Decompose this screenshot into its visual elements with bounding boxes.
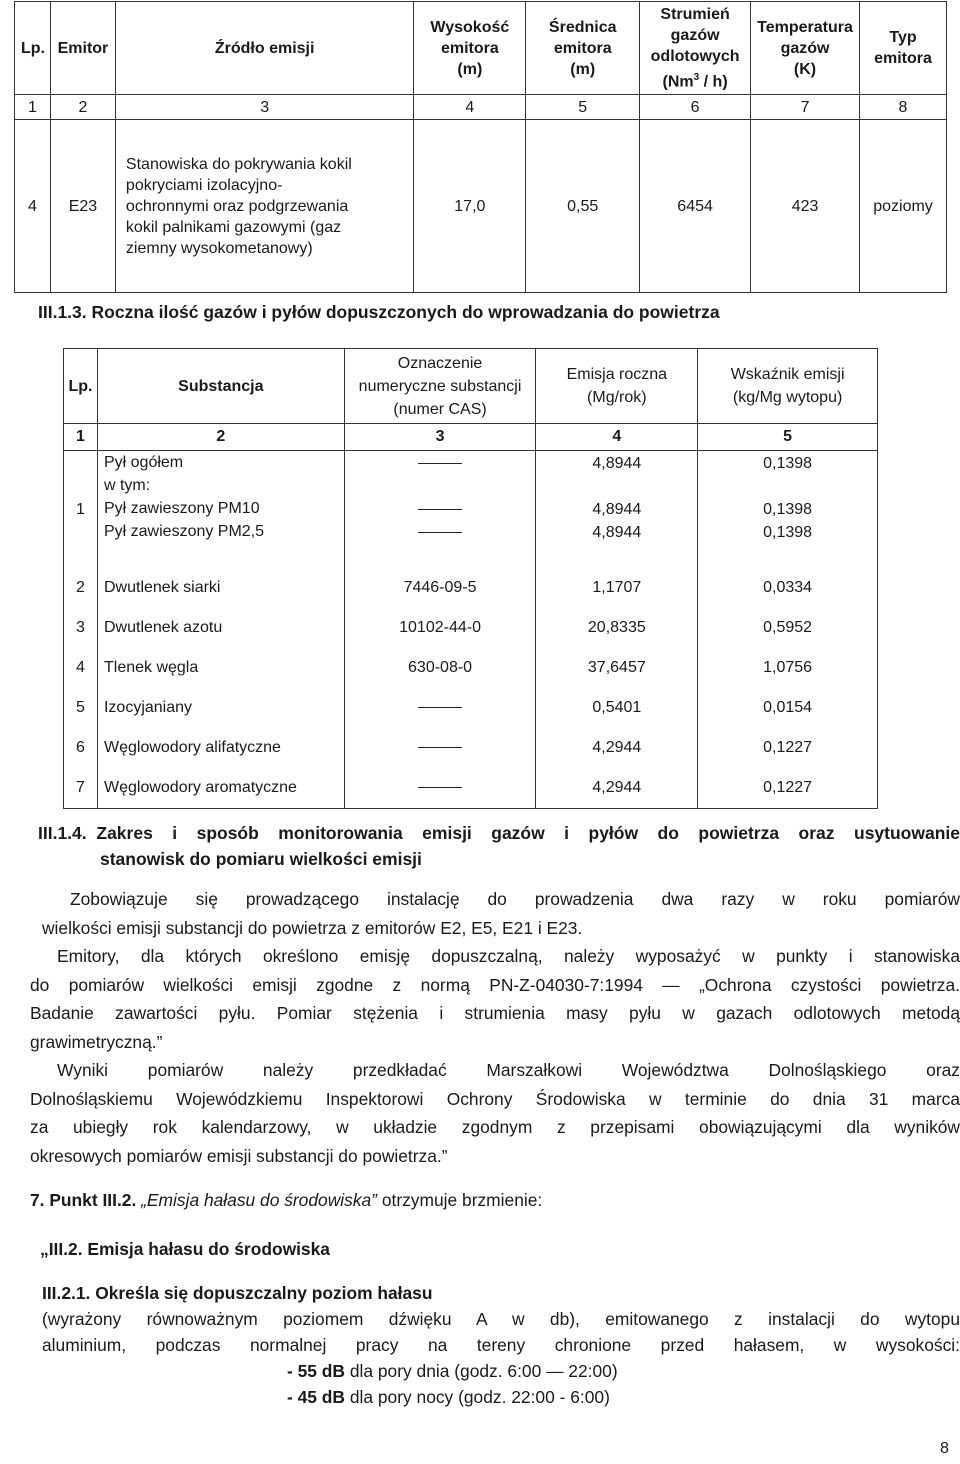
table-row <box>64 451 878 569</box>
row-emisja: 4,2944 <box>536 768 698 809</box>
col-number: 3 <box>344 424 536 451</box>
substances-table-numbers <box>64 424 878 451</box>
col-number: 1 <box>64 424 98 451</box>
page-number: 8 <box>940 1440 949 1457</box>
table-row <box>64 648 878 688</box>
substances-table <box>63 348 878 809</box>
col-number: 5 <box>526 95 640 120</box>
dash-mark <box>418 532 462 533</box>
col-number: 8 <box>860 95 947 120</box>
row-wskaznik: 0,1398 0,1398 0,1398 <box>698 451 878 569</box>
row-temperatura: 423 <box>751 120 860 293</box>
row-emisja: 0,5401 <box>536 688 698 728</box>
col-number: 6 <box>640 95 751 120</box>
section-heading-halas: „III.2. Emisja hałasu do środowiska <box>40 1239 330 1259</box>
row-cas: 10102-44-0 <box>344 608 536 648</box>
row-cas <box>344 768 536 809</box>
table-row <box>64 728 878 768</box>
col-number: 3 <box>115 95 413 120</box>
header-wysokosc: Wysokość emitora (m) <box>414 2 526 95</box>
emitter-table-numbers <box>15 95 947 120</box>
section-heading-monitoring: III.1.4. Zakres i sposób monitorowania emisji gazów i pyłów do powietrza oraz usytuowanie stanowisk do pomiaru wielkości emisji <box>38 823 960 869</box>
punkt-7: 7. Punkt III.2. „Emisja hałasu do środowiska” otrzymuje brzmienie: <box>30 1190 543 1210</box>
monitoring-paragraphs: Zobowiązuje się prowadzącego instalację do prowadzenia dwa razy w roku pomiarów wielkości emisji substancji do powietrza z emitorów E2, E5, E21 i E23. Emitory, dla których określono emisję dopuszczalną, należy wyposażyć w punkty i stanowiska do pomiarów wielkości emisji zgodne z normą PN-Z-04030-7:1994 — „Ochrona czystości powietrza. Badanie zawartości pyłu. Pomiar stężenia i strumienia masy pyłu w gazach odlotowych metodą grawimetryczną.” Wyniki pomiarów należy przedkładać Marszałkowi Województwa Dolnośląskiego oraz Dolnośląskiemu Wojewódzkiemu Inspektorowi Ochrony Środowiska w terminie do dnia 31 marca za ubiegły rok kalendarzowy, w układzie zgodnym z przepisami obowiązującymi dla wyników okresowych pomiarów emisji substancji do powietrza.” <box>30 889 960 1166</box>
row-lp: 2 <box>64 568 98 608</box>
row-cas: 630-08-0 <box>344 648 536 688</box>
col-number: 2 <box>97 424 344 451</box>
col-number: 1 <box>15 95 51 120</box>
row-substance-names: Pył ogółem w tym: Pył zawieszony PM10 Pył zawieszony PM2,5 <box>97 451 344 569</box>
row-lp: 1 <box>64 451 98 569</box>
header-lp: Lp. <box>15 2 51 95</box>
row-substance: Dwutlenek siarki <box>97 568 344 608</box>
header-wskaznik: Wskaźnik emisji (kg/Mg wytopu) <box>698 349 878 424</box>
emitter-table-header <box>15 2 947 95</box>
header-emitor: Emitor <box>50 2 115 95</box>
col-number: 7 <box>751 95 860 120</box>
row-cas: 7446-09-5 <box>344 568 536 608</box>
row-emisja: 4,8944 4,8944 4,8944 <box>536 451 698 569</box>
row-emisja: 1,1707 <box>536 568 698 608</box>
header-srednica: Średnica emitora (m) <box>526 2 640 95</box>
row-wskaznik: 0,0154 <box>698 688 878 728</box>
row-lp: 7 <box>64 768 98 809</box>
dash-mark <box>418 707 462 708</box>
dash-mark <box>418 747 462 748</box>
row-wskaznik: 0,5952 <box>698 608 878 648</box>
substances-table-header <box>64 349 878 424</box>
row-emisja: 37,6457 <box>536 648 698 688</box>
row-cas <box>344 688 536 728</box>
header-cas: Oznaczenie numeryczne substancji (numer CAS) <box>344 349 536 424</box>
table-row <box>64 568 878 608</box>
row-strumien: 6454 <box>640 120 751 293</box>
row-lp: 4 <box>15 120 51 293</box>
col-number: 4 <box>536 424 698 451</box>
row-srednica: 0,55 <box>526 120 640 293</box>
row-substance: Węglowodory aromatyczne <box>97 768 344 809</box>
header-strumien: Strumień gazów odlotowych (Nm$^3$ / h) <box>640 2 751 95</box>
row-substance: Izocyjaniany <box>97 688 344 728</box>
dash-mark <box>418 463 462 464</box>
table-row <box>64 688 878 728</box>
row-lp: 6 <box>64 728 98 768</box>
col-number: 5 <box>698 424 878 451</box>
row-wysokosc: 17,0 <box>414 120 526 293</box>
header-emisja: Emisja roczna (Mg/rok) <box>536 349 698 424</box>
table-row <box>64 768 878 809</box>
row-lp: 4 <box>64 648 98 688</box>
row-wskaznik: 0,1227 <box>698 768 878 809</box>
col-number: 2 <box>50 95 115 120</box>
row-emitor: E23 <box>50 120 115 293</box>
dash-mark <box>418 509 462 510</box>
header-lp: Lp. <box>64 349 98 424</box>
row-emisja: 4,2944 <box>536 728 698 768</box>
row-substance: Dwutlenek azotu <box>97 608 344 648</box>
row-substance: Węglowodory alifatyczne <box>97 728 344 768</box>
row-wskaznik: 0,1227 <box>698 728 878 768</box>
emitter-table <box>14 1 947 293</box>
header-typ: Typ emitora <box>860 2 947 95</box>
row-wskaznik: 1,0756 <box>698 648 878 688</box>
row-typ: poziomy <box>860 120 947 293</box>
row-cas <box>344 451 536 569</box>
row-wskaznik: 0,0334 <box>698 568 878 608</box>
header-temperatura: Temperatura gazów (K) <box>751 2 860 95</box>
header-substancja: Substancja <box>97 349 344 424</box>
halas-content: III.2.1. Określa się dopuszczalny poziom hałasu (wyrażony równoważnym poziomem dźwięku A w db), emitowanego z instalacji do wytopu aluminium, podczas normalnej pracy na tereny chronione przed hałasem, w wysokości: - 55 dB dla pory dnia (godz. 6:00 — 22:00) - 45 dB dla pory nocy (godz. 22:00 - 6:00) <box>42 1283 960 1407</box>
table-row <box>15 120 947 293</box>
col-number: 4 <box>414 95 526 120</box>
row-lp: 3 <box>64 608 98 648</box>
header-zrodlo: Źródło emisji <box>115 2 413 95</box>
table-row <box>64 608 878 648</box>
row-zrodlo: Stanowiska do pokrywania kokil pokryciami izolacyjno- ochronnymi oraz podgrzewania kokil palnikami gazowymi (gaz ziemny wysokometanowy) <box>115 120 413 293</box>
section-heading-roczna: III.1.3. Roczna ilość gazów i pyłów dopuszczonych do wprowadzania do powietrza <box>38 302 720 322</box>
row-substance: Tlenek węgla <box>97 648 344 688</box>
dash-mark <box>418 787 462 788</box>
row-lp: 5 <box>64 688 98 728</box>
row-emisja: 20,8335 <box>536 608 698 648</box>
row-cas <box>344 728 536 768</box>
